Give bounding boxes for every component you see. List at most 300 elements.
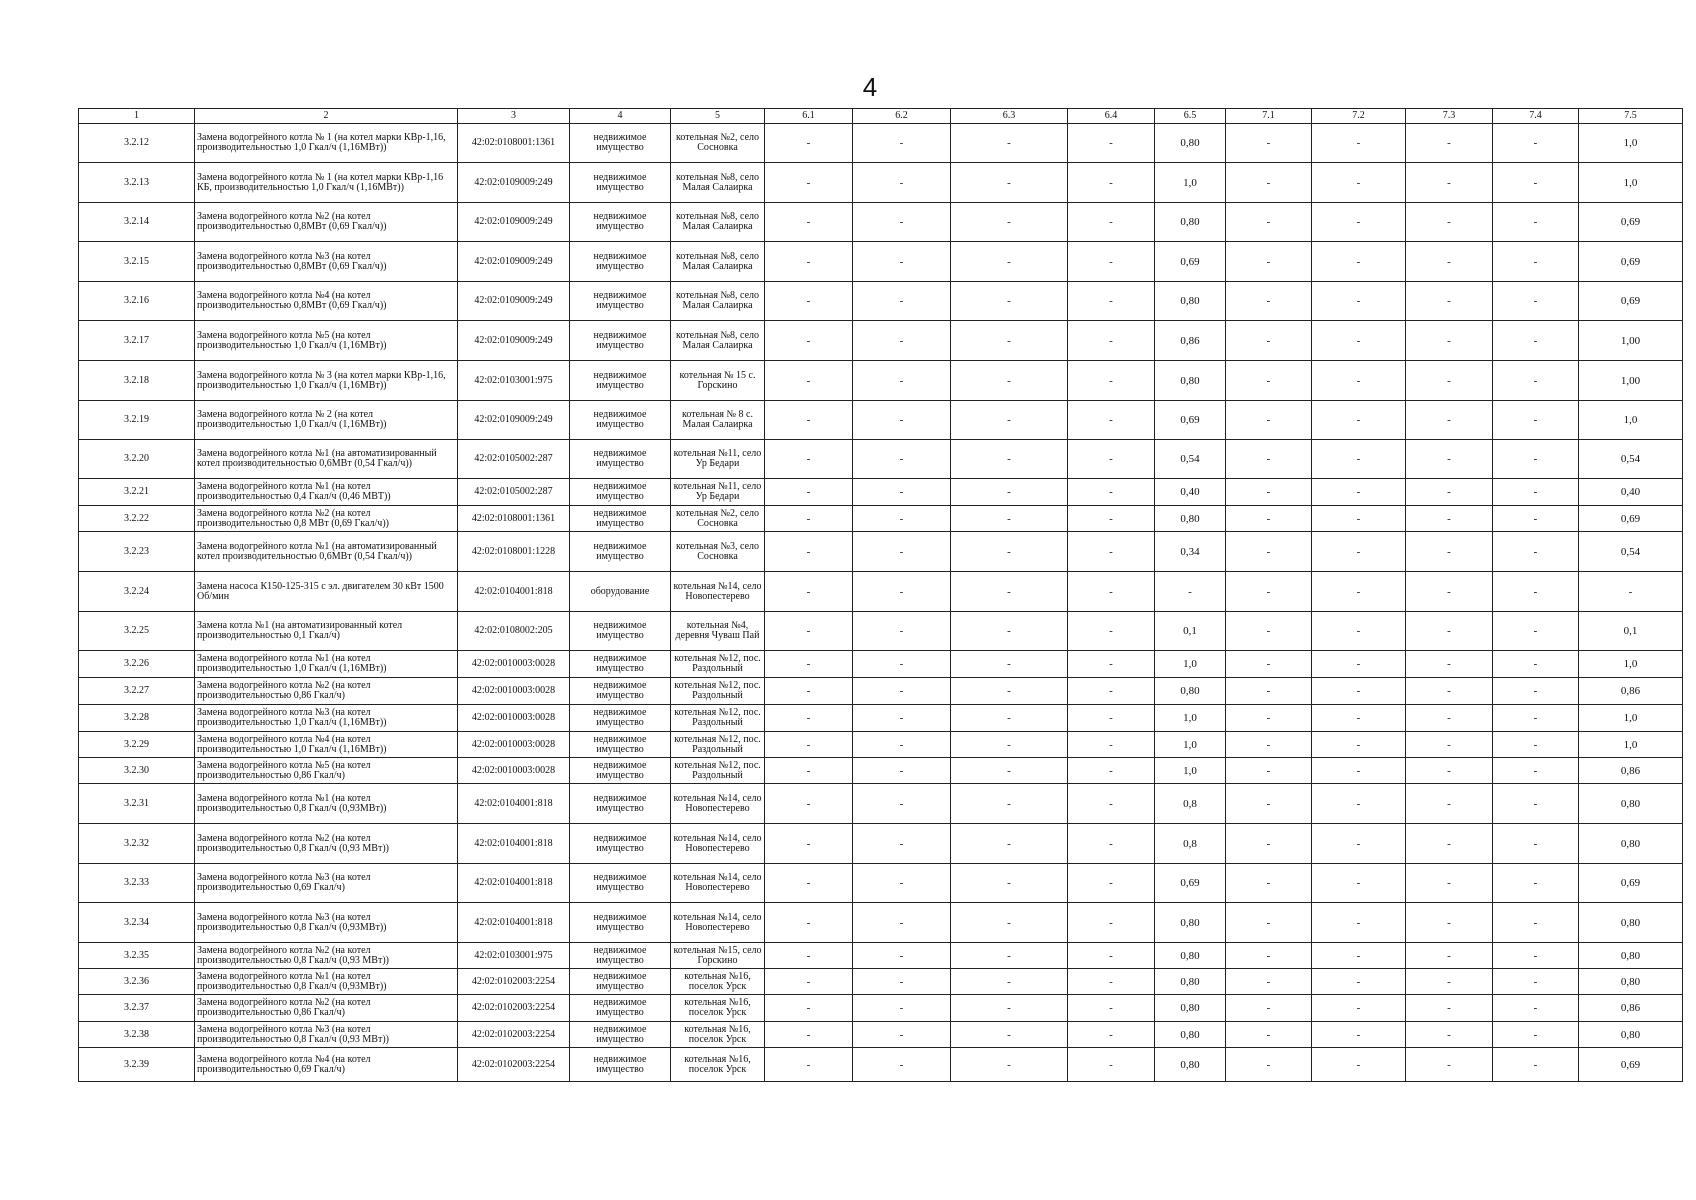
value-7-2: - (1312, 612, 1406, 651)
value-7-4: - (1493, 361, 1579, 401)
property-type: недвижимое имущество (570, 903, 671, 943)
value-6-2: - (853, 124, 951, 163)
cadastral-number: 42:02:0010003:0028 (458, 678, 570, 705)
cadastral-number: 42:02:0108001:1361 (458, 124, 570, 163)
cadastral-number: 42:02:0010003:0028 (458, 758, 570, 784)
value-7-3: - (1406, 203, 1493, 242)
value-6-2: - (853, 163, 951, 203)
value-7-5: 0,69 (1579, 1048, 1683, 1082)
value-6-3: - (951, 532, 1068, 572)
property-type: недвижимое имущество (570, 124, 671, 163)
value-7-1: - (1226, 479, 1312, 506)
cadastral-number: 42:02:0109009:249 (458, 203, 570, 242)
header-cell: 6.3 (951, 109, 1068, 124)
value-7-2: - (1312, 440, 1406, 479)
property-type: недвижимое имущество (570, 440, 671, 479)
value-7-3: - (1406, 282, 1493, 321)
row-number: 3.2.39 (79, 1048, 195, 1082)
table-row (79, 572, 1683, 612)
value-6-1: - (765, 824, 853, 864)
property-type: недвижимое имущество (570, 532, 671, 572)
value-7-4: - (1493, 995, 1579, 1022)
property-type: недвижимое имущество (570, 242, 671, 282)
work-description: Замена водогрейного котла №2 (на котел производительностью 0,8 МВт (0,69 Гкал/ч)) (195, 506, 458, 532)
table-row (79, 361, 1683, 401)
value-6-2: - (853, 678, 951, 705)
work-description: Замена водогрейного котла № 1 (на котел марки КВр-1,16 КБ, производительностью 1,0 Гкал/ч (1,16МВт)) (195, 163, 458, 203)
work-description: Замена водогрейного котла №3 (на котел производительностью 0,8 Гкал/ч (0,93 МВт)) (195, 1022, 458, 1048)
header-cell: 5 (671, 109, 765, 124)
value-7-1: - (1226, 203, 1312, 242)
value-6-3: - (951, 903, 1068, 943)
table-row (79, 705, 1683, 732)
value-7-2: - (1312, 943, 1406, 969)
value-6-5: 0,80 (1155, 282, 1226, 321)
work-description: Замена котла №1 (на автоматизированный котел производительностью 0,1 Гкал/ч) (195, 612, 458, 651)
value-7-2: - (1312, 1022, 1406, 1048)
header-row (79, 109, 1683, 124)
property-type: недвижимое имущество (570, 163, 671, 203)
value-6-4: - (1068, 1022, 1155, 1048)
value-6-2: - (853, 784, 951, 824)
value-6-2: - (853, 612, 951, 651)
value-7-2: - (1312, 203, 1406, 242)
property-type: недвижимое имущество (570, 705, 671, 732)
value-6-5: 1,0 (1155, 163, 1226, 203)
value-6-4: - (1068, 995, 1155, 1022)
value-6-2: - (853, 401, 951, 440)
location: котельная №16, поселок Урск (671, 1048, 765, 1082)
value-7-3: - (1406, 705, 1493, 732)
value-6-1: - (765, 784, 853, 824)
value-7-1: - (1226, 651, 1312, 678)
property-type: недвижимое имущество (570, 784, 671, 824)
cadastral-number: 42:02:0010003:0028 (458, 651, 570, 678)
table-row (79, 479, 1683, 506)
location: котельная №12, пос. Раздольный (671, 732, 765, 758)
cadastral-number: 42:02:0103001:975 (458, 361, 570, 401)
work-description: Замена водогрейного котла №4 (на котел производительностью 0,69 Гкал/ч) (195, 1048, 458, 1082)
value-7-5: 0,86 (1579, 678, 1683, 705)
value-6-5: 0,80 (1155, 361, 1226, 401)
value-6-2: - (853, 732, 951, 758)
value-7-5: - (1579, 572, 1683, 612)
value-6-5: 0,69 (1155, 864, 1226, 903)
value-7-3: - (1406, 242, 1493, 282)
value-6-4: - (1068, 479, 1155, 506)
value-6-3: - (951, 943, 1068, 969)
value-6-4: - (1068, 678, 1155, 705)
property-type: недвижимое имущество (570, 995, 671, 1022)
header-cell: 2 (195, 109, 458, 124)
header-cell: 6.1 (765, 109, 853, 124)
value-6-2: - (853, 321, 951, 361)
value-7-5: 0,80 (1579, 824, 1683, 864)
cadastral-number: 42:02:0102003:2254 (458, 1022, 570, 1048)
value-7-4: - (1493, 532, 1579, 572)
property-type: недвижимое имущество (570, 864, 671, 903)
location: котельная №14, село Новопестерево (671, 824, 765, 864)
value-6-3: - (951, 784, 1068, 824)
value-6-1: - (765, 612, 853, 651)
value-6-1: - (765, 124, 853, 163)
value-6-1: - (765, 903, 853, 943)
value-6-1: - (765, 401, 853, 440)
value-7-1: - (1226, 532, 1312, 572)
cadastral-number: 42:02:0104001:818 (458, 824, 570, 864)
value-7-5: 1,0 (1579, 732, 1683, 758)
value-6-2: - (853, 824, 951, 864)
value-6-1: - (765, 532, 853, 572)
value-7-3: - (1406, 361, 1493, 401)
property-type: недвижимое имущество (570, 282, 671, 321)
value-7-4: - (1493, 678, 1579, 705)
value-6-3: - (951, 203, 1068, 242)
value-6-3: - (951, 401, 1068, 440)
value-7-5: 0,69 (1579, 506, 1683, 532)
value-7-4: - (1493, 651, 1579, 678)
header-cell: 1 (79, 109, 195, 124)
value-6-1: - (765, 943, 853, 969)
property-type: недвижимое имущество (570, 651, 671, 678)
work-description: Замена водогрейного котла № 1 (на котел марки КВр-1,16, производительностью 1,0 Гкал/ч (1,16МВт)) (195, 124, 458, 163)
table-row (79, 401, 1683, 440)
row-number: 3.2.23 (79, 532, 195, 572)
location: котельная №2, село Сосновка (671, 124, 765, 163)
header-cell: 3 (458, 109, 570, 124)
row-number: 3.2.26 (79, 651, 195, 678)
cadastral-number: 42:02:0109009:249 (458, 282, 570, 321)
page-number: 4 (862, 72, 878, 102)
value-7-1: - (1226, 401, 1312, 440)
row-number: 3.2.22 (79, 506, 195, 532)
value-7-1: - (1226, 440, 1312, 479)
table-row (79, 1022, 1683, 1048)
value-6-1: - (765, 361, 853, 401)
value-6-2: - (853, 203, 951, 242)
value-6-5: 0,80 (1155, 995, 1226, 1022)
work-description: Замена водогрейного котла №4 (на котел производительностью 1,0 Гкал/ч (1,16МВт)) (195, 732, 458, 758)
value-6-4: - (1068, 440, 1155, 479)
location: котельная № 8 с. Малая Салаирка (671, 401, 765, 440)
value-6-2: - (853, 705, 951, 732)
work-description: Замена насоса К150-125-315 с эл. двигателем 30 кВт 1500 Об/мин (195, 572, 458, 612)
cadastral-number: 42:02:0109009:249 (458, 242, 570, 282)
value-6-5: 0,8 (1155, 784, 1226, 824)
value-6-4: - (1068, 572, 1155, 612)
table-row (79, 124, 1683, 163)
value-7-2: - (1312, 864, 1406, 903)
value-7-3: - (1406, 124, 1493, 163)
header-cell: 7.5 (1579, 109, 1683, 124)
value-6-4: - (1068, 943, 1155, 969)
cadastral-number: 42:02:0103001:975 (458, 943, 570, 969)
table-row (79, 995, 1683, 1022)
value-6-3: - (951, 705, 1068, 732)
property-type: недвижимое имущество (570, 479, 671, 506)
value-6-5: 0,8 (1155, 824, 1226, 864)
work-description: Замена водогрейного котла № 3 (на котел марки КВр-1,16, производительностью 1,0 Гкал/ч (1,16МВт)) (195, 361, 458, 401)
value-7-5: 0,80 (1579, 784, 1683, 824)
value-7-4: - (1493, 943, 1579, 969)
value-6-2: - (853, 361, 951, 401)
value-7-5: 0,69 (1579, 282, 1683, 321)
value-6-3: - (951, 506, 1068, 532)
row-number: 3.2.12 (79, 124, 195, 163)
row-number: 3.2.28 (79, 705, 195, 732)
value-6-5: 0,34 (1155, 532, 1226, 572)
value-7-4: - (1493, 612, 1579, 651)
table-row (79, 943, 1683, 969)
value-6-5: 0,80 (1155, 506, 1226, 532)
table-row (79, 242, 1683, 282)
value-6-2: - (853, 506, 951, 532)
value-7-1: - (1226, 1048, 1312, 1082)
value-7-5: 1,0 (1579, 705, 1683, 732)
row-number: 3.2.19 (79, 401, 195, 440)
property-type: недвижимое имущество (570, 361, 671, 401)
value-7-3: - (1406, 612, 1493, 651)
cadastral-number: 42:02:0102003:2254 (458, 1048, 570, 1082)
value-6-4: - (1068, 732, 1155, 758)
value-6-5: 0,80 (1155, 903, 1226, 943)
cadastral-number: 42:02:0104001:818 (458, 784, 570, 824)
location: котельная №3, село Сосновка (671, 532, 765, 572)
row-number: 3.2.35 (79, 943, 195, 969)
value-7-5: 0,86 (1579, 995, 1683, 1022)
location: котельная №12, пос. Раздольный (671, 651, 765, 678)
value-7-4: - (1493, 440, 1579, 479)
work-description: Замена водогрейного котла №2 (на котел производительностью 0,86 Гкал/ч) (195, 995, 458, 1022)
location: котельная №8, село Малая Салаирка (671, 242, 765, 282)
value-6-4: - (1068, 651, 1155, 678)
value-6-5: - (1155, 572, 1226, 612)
row-number: 3.2.18 (79, 361, 195, 401)
value-7-5: 0,69 (1579, 203, 1683, 242)
value-6-3: - (951, 1022, 1068, 1048)
row-number: 3.2.34 (79, 903, 195, 943)
value-7-5: 0,1 (1579, 612, 1683, 651)
value-7-2: - (1312, 824, 1406, 864)
property-type: недвижимое имущество (570, 943, 671, 969)
value-6-4: - (1068, 758, 1155, 784)
header-cell: 6.4 (1068, 109, 1155, 124)
value-7-2: - (1312, 995, 1406, 1022)
cadastral-number: 42:02:0102003:2254 (458, 969, 570, 995)
location: котельная №12, пос. Раздольный (671, 758, 765, 784)
value-6-5: 0,69 (1155, 401, 1226, 440)
header-cell: 7.4 (1493, 109, 1579, 124)
value-7-1: - (1226, 705, 1312, 732)
value-6-4: - (1068, 506, 1155, 532)
row-number: 3.2.37 (79, 995, 195, 1022)
value-6-2: - (853, 995, 951, 1022)
value-6-4: - (1068, 1048, 1155, 1082)
value-7-5: 0,80 (1579, 969, 1683, 995)
value-7-2: - (1312, 361, 1406, 401)
value-7-3: - (1406, 1048, 1493, 1082)
cadastral-number: 42:02:0109009:249 (458, 401, 570, 440)
value-6-1: - (765, 705, 853, 732)
value-7-3: - (1406, 824, 1493, 864)
value-6-1: - (765, 995, 853, 1022)
table-row (79, 758, 1683, 784)
value-6-3: - (951, 651, 1068, 678)
cadastral-number: 42:02:0102003:2254 (458, 995, 570, 1022)
value-6-1: - (765, 651, 853, 678)
value-7-1: - (1226, 969, 1312, 995)
table-header (79, 109, 1683, 124)
table-row (79, 903, 1683, 943)
value-7-1: - (1226, 678, 1312, 705)
cadastral-number: 42:02:0104001:818 (458, 572, 570, 612)
value-6-4: - (1068, 361, 1155, 401)
value-7-3: - (1406, 864, 1493, 903)
value-6-1: - (765, 1048, 853, 1082)
work-description: Замена водогрейного котла №1 (на автоматизированный котел производительностью 0,6МВт (0,54 Гкал/ч)) (195, 532, 458, 572)
value-7-5: 0,80 (1579, 1022, 1683, 1048)
value-7-3: - (1406, 401, 1493, 440)
value-7-3: - (1406, 678, 1493, 705)
value-6-2: - (853, 1048, 951, 1082)
value-6-3: - (951, 479, 1068, 506)
value-6-3: - (951, 163, 1068, 203)
property-type: недвижимое имущество (570, 321, 671, 361)
value-6-1: - (765, 203, 853, 242)
work-description: Замена водогрейного котла №2 (на котел производительностью 0,8МВт (0,69 Гкал/ч)) (195, 203, 458, 242)
value-6-1: - (765, 479, 853, 506)
value-6-4: - (1068, 903, 1155, 943)
table-row (79, 506, 1683, 532)
header-cell: 6.2 (853, 109, 951, 124)
row-number: 3.2.17 (79, 321, 195, 361)
table-body (79, 124, 1683, 1082)
value-7-1: - (1226, 242, 1312, 282)
value-6-3: - (951, 361, 1068, 401)
value-6-3: - (951, 242, 1068, 282)
value-6-5: 1,0 (1155, 651, 1226, 678)
table-row (79, 163, 1683, 203)
value-6-1: - (765, 440, 853, 479)
property-type: недвижимое имущество (570, 203, 671, 242)
value-6-1: - (765, 572, 853, 612)
value-7-2: - (1312, 903, 1406, 943)
value-6-2: - (853, 758, 951, 784)
value-7-4: - (1493, 969, 1579, 995)
value-6-5: 0,80 (1155, 203, 1226, 242)
value-6-1: - (765, 321, 853, 361)
value-7-3: - (1406, 651, 1493, 678)
property-type: недвижимое имущество (570, 1048, 671, 1082)
cadastral-number: 42:02:0108001:1228 (458, 532, 570, 572)
value-7-1: - (1226, 163, 1312, 203)
value-7-2: - (1312, 401, 1406, 440)
value-6-4: - (1068, 864, 1155, 903)
location: котельная №11, село Ур Бедари (671, 440, 765, 479)
value-6-3: - (951, 612, 1068, 651)
value-6-5: 0,54 (1155, 440, 1226, 479)
value-7-2: - (1312, 506, 1406, 532)
value-6-4: - (1068, 784, 1155, 824)
table-row (79, 864, 1683, 903)
value-7-5: 0,54 (1579, 532, 1683, 572)
value-7-4: - (1493, 1048, 1579, 1082)
header-cell: 7.3 (1406, 109, 1493, 124)
value-6-5: 0,80 (1155, 678, 1226, 705)
value-7-4: - (1493, 401, 1579, 440)
cadastral-number: 42:02:0105002:287 (458, 479, 570, 506)
location: котельная №11, село Ур Бедари (671, 479, 765, 506)
work-description: Замена водогрейного котла №4 (на котел производительностью 0,8МВт (0,69 Гкал/ч)) (195, 282, 458, 321)
value-6-3: - (951, 1048, 1068, 1082)
value-6-2: - (853, 651, 951, 678)
location: котельная №16, поселок Урск (671, 1022, 765, 1048)
value-7-1: - (1226, 506, 1312, 532)
value-6-4: - (1068, 401, 1155, 440)
value-7-4: - (1493, 824, 1579, 864)
value-6-4: - (1068, 242, 1155, 282)
work-description: Замена водогрейного котла №3 (на котел производительностью 0,8 Гкал/ч (0,93МВт)) (195, 903, 458, 943)
location: котельная №8, село Малая Салаирка (671, 203, 765, 242)
value-6-3: - (951, 440, 1068, 479)
work-description: Замена водогрейного котла №3 (на котел производительностью 1,0 Гкал/ч (1,16МВт)) (195, 705, 458, 732)
table-row (79, 969, 1683, 995)
value-6-5: 0,80 (1155, 1022, 1226, 1048)
value-7-3: - (1406, 732, 1493, 758)
value-6-4: - (1068, 969, 1155, 995)
value-7-1: - (1226, 612, 1312, 651)
value-7-1: - (1226, 903, 1312, 943)
value-7-3: - (1406, 532, 1493, 572)
value-7-2: - (1312, 651, 1406, 678)
work-description: Замена водогрейного котла №3 (на котел производительностью 0,8МВт (0,69 Гкал/ч)) (195, 242, 458, 282)
value-6-3: - (951, 732, 1068, 758)
value-6-4: - (1068, 532, 1155, 572)
value-7-1: - (1226, 943, 1312, 969)
value-6-3: - (951, 678, 1068, 705)
property-type: недвижимое имущество (570, 824, 671, 864)
work-description: Замена водогрейного котла №1 (на автоматизированный котел производительностью 0,6МВт (0,54 Гкал/ч)) (195, 440, 458, 479)
value-6-2: - (853, 282, 951, 321)
location: котельная №12, пос. Раздольный (671, 705, 765, 732)
value-6-3: - (951, 124, 1068, 163)
value-7-3: - (1406, 163, 1493, 203)
value-7-5: 1,0 (1579, 163, 1683, 203)
table-row (79, 282, 1683, 321)
value-7-4: - (1493, 479, 1579, 506)
property-type: недвижимое имущество (570, 969, 671, 995)
work-description: Замена водогрейного котла №2 (на котел производительностью 0,8 Гкал/ч (0,93 МВт)) (195, 824, 458, 864)
value-6-1: - (765, 864, 853, 903)
value-7-1: - (1226, 361, 1312, 401)
row-number: 3.2.20 (79, 440, 195, 479)
value-6-5: 0,80 (1155, 124, 1226, 163)
value-7-3: - (1406, 440, 1493, 479)
table-row (79, 824, 1683, 864)
value-7-5: 0,69 (1579, 864, 1683, 903)
value-7-3: - (1406, 758, 1493, 784)
value-6-4: - (1068, 124, 1155, 163)
row-number: 3.2.14 (79, 203, 195, 242)
value-6-2: - (853, 903, 951, 943)
value-6-1: - (765, 758, 853, 784)
value-7-4: - (1493, 242, 1579, 282)
value-7-1: - (1226, 732, 1312, 758)
value-6-5: 1,0 (1155, 758, 1226, 784)
value-6-5: 1,0 (1155, 732, 1226, 758)
value-7-3: - (1406, 943, 1493, 969)
value-6-4: - (1068, 203, 1155, 242)
